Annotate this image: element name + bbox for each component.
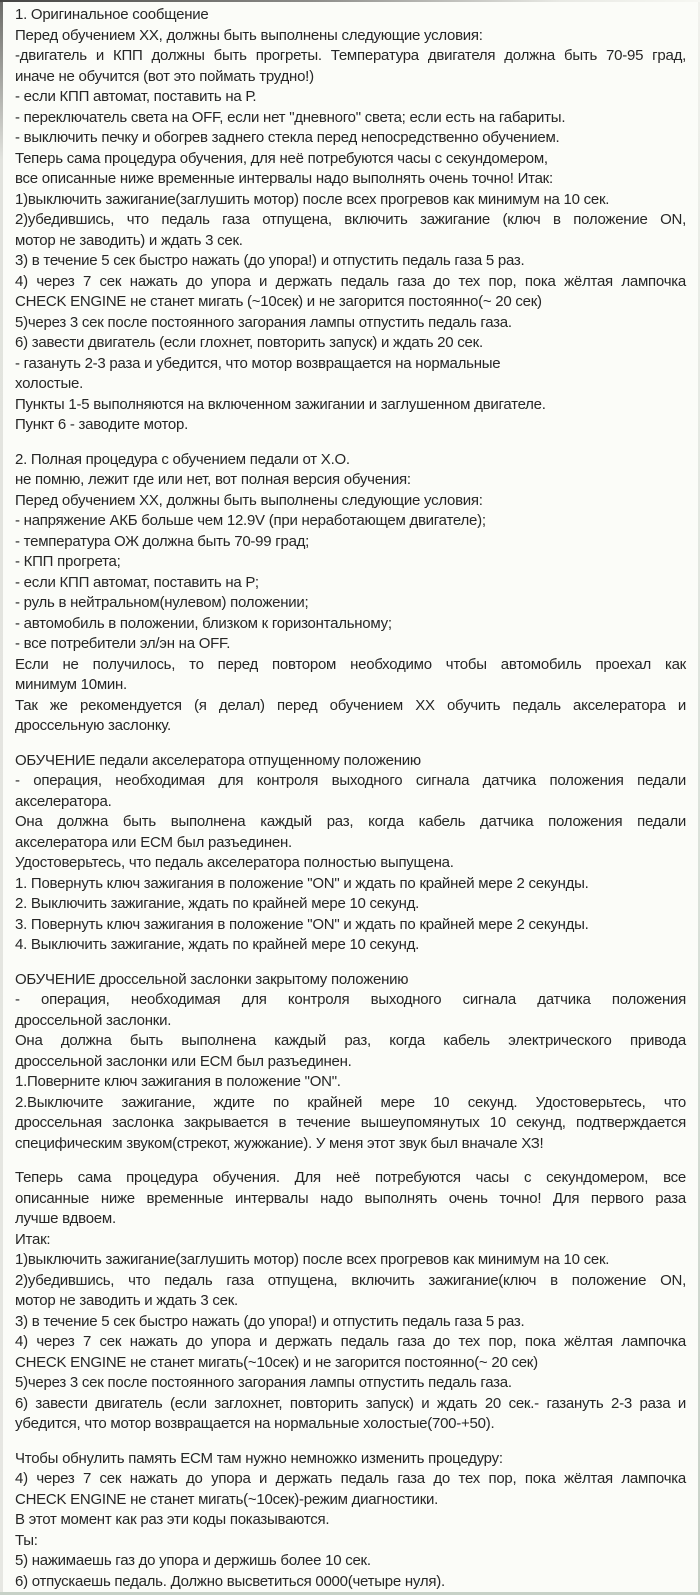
text-line: ОБУЧЕНИЕ педали акселератора отпущенному положению — [15, 751, 421, 769]
text-line: акселератора или ECM был разъединен. — [15, 833, 292, 851]
text-line: мотор не заводить) и ждать 3 сек. — [15, 231, 243, 249]
text-line: CHECK ENGINE не станет мигать (~10сек) и не загорится постоянно(~ 20 сек) — [15, 293, 542, 310]
text-line: CHECK ENGINE не станет мигать(~10сек) и не загорится постоянно(~ 20 сек) — [15, 1353, 538, 1371]
text-line: дроссельную заслонку. — [15, 717, 171, 734]
text-line: минимум 10мин. — [15, 676, 127, 693]
text-line: Ты: — [15, 1531, 38, 1549]
text-line: 2. Выключить зажигание, ждать по крайней мере 10 секунд. — [15, 895, 420, 912]
text-line: 5)через 3 сек после постоянного загорания лампы отпустить педаль газа. — [15, 313, 512, 331]
text-line: убедится, что мотор возвращается на нормальные холостые(700-+50). — [15, 1415, 495, 1432]
text-line: - КПП прогрета; — [15, 553, 121, 570]
section-ecm-memory-reset — [15, 1449, 686, 1593]
text-line: В этот момент как раз эти коды показываются. — [15, 1511, 330, 1528]
text-line: 1. Повернуть ключ зажигания в положение "ON" и ждать по крайней мере 2 секунды. — [15, 874, 589, 892]
text-line: Она должна быть выполнена каждый раз, когда кабель электрического привода — [15, 1032, 686, 1049]
text-line: - если КПП автомат, поставить на Р. — [15, 88, 257, 105]
text-line: 2)убедившись, что педаль газа отпущена, включить зажигание (ключ в положение ON, — [15, 211, 686, 228]
section-full-procedure — [15, 450, 686, 737]
text-line: Так же рекомендуется (я делал) перед обучением ХХ обучить педаль акселератора и — [15, 696, 686, 714]
text-line: - выключить печку и обогрев заднего стекла перед непосредственно обучением. — [15, 129, 560, 146]
text-line: дроссельной заслонки. — [15, 1011, 172, 1029]
text-line: Перед обучением ХХ, должны быть выполнены следующие условия: — [15, 491, 483, 509]
text-line: 6) завести двигатель (если заглохнет, повторить запуск) и ждать 20 сек.- газануть 2-3 раза и — [15, 1394, 686, 1412]
text-line: 1. Оригинальное сообщение — [15, 6, 209, 23]
text-line: все описанные ниже временные интервалы надо выполнять очень точно! Итак: — [15, 170, 553, 187]
text-line: Перед обучением ХХ, должны быть выполнены следующие условия: — [15, 26, 483, 44]
text-line: специфическим звуком(стрекот, жужжание). У меня этот звук был вначале ХЗ! — [15, 1134, 544, 1152]
page-edge-top — [0, 0, 700, 2]
text-line: - автомобиль в положении, близком к горизонтальному; — [15, 614, 392, 632]
text-line: Чтобы обнулить память ECM там нужно немножко изменить процедуру: — [15, 1449, 503, 1467]
text-line: - переключатель света на OFF, если нет "дневного" света; если есть на габариты. — [15, 108, 566, 126]
section-throttle-valve-training — [15, 970, 686, 1155]
text-line: 3) в течение 5 сек быстро нажать (до упора!) и отпустить педаль газа 5 раз. — [15, 1312, 525, 1330]
text-line: 2. Полная процедура с обучением педали от Х.О. — [15, 450, 350, 468]
text-line: - если КПП автомат, поставить на Р; — [15, 573, 259, 591]
text-line: Она должна быть выполнена каждый раз, когда кабель датчика положения педали — [15, 813, 686, 830]
section-accelerator-pedal-training — [15, 751, 686, 956]
text-line: 2)убедившись, что педаль газа отпущена, включить зажигание(ключ в положение ON, — [15, 1271, 686, 1289]
text-line: дроссельной заслонки или ECM был разъединен. — [15, 1052, 352, 1070]
text-line: 4) через 7 сек нажать до упора и держать педаль газа до тех пор, пока жёлтая лампочка — [15, 272, 686, 290]
section-original-message — [15, 5, 686, 436]
text-line: 6) отпускаешь педаль. Должно высветиться 0000(четыре нуля). — [15, 1572, 445, 1590]
text-line: Пункты 1-5 выполняются на включенном зажигании и заглушенном двигателе. — [15, 395, 546, 413]
text-line: 4. Выключить зажигание, ждать по крайней мере 10 секунд. — [15, 936, 420, 953]
text-line: 3. Повернуть ключ зажигания в положение "ON" и ждать по крайней мере 2 секунды. — [15, 915, 589, 933]
text-line: лучше вдвоем. — [15, 1210, 116, 1227]
text-line: - все потребители эл/эн на OFF. — [15, 635, 231, 652]
text-line: 3) в течение 5 сек быстро нажать (до упора!) и отпустить педаль газа 5 раз. — [15, 252, 525, 269]
text-line: холостые. — [15, 375, 84, 392]
text-line: иначе не обучится (вот это поймать трудно!) — [15, 67, 314, 85]
text-line: Теперь сама процедура обучения, для неё потребуются часы с секундомером, — [15, 149, 548, 167]
text-line: - операция, необходимая для контроля выходного сигнала датчика положения педали — [15, 772, 686, 789]
text-line: Теперь сама процедура обучения. Для неё потребуются часы с секундомером, все — [15, 1169, 686, 1186]
text-line: описанные ниже временные интервалы надо выполнять очень точно! Для первого раза — [15, 1189, 686, 1207]
text-line: 6) завести двигатель (если глохнет, повторить запуск) и ждать 20 сек. — [15, 334, 483, 351]
text-line: 2.Выключите зажигание, ждите по крайней мере 10 секунд. Удостоверьтесь, что — [15, 1093, 686, 1111]
text-line: 1)выключить зажигание(заглушить мотор) после всех прогревов как минимум на 10 сек. — [15, 1251, 610, 1268]
text-line: мотор не заводить и ждать 3 сек. — [15, 1292, 238, 1309]
text-line: акселератора. — [15, 792, 112, 810]
text-line: 5) нажимаешь газ до упора и держишь более 10 сек. — [15, 1552, 371, 1569]
text-line: -двигатель и КПП должны быть прогреты. Температура двигателя должна быть 70-95 град, — [15, 47, 686, 64]
text-line: - руль в нейтральном(нулевом) положении; — [15, 594, 309, 611]
text-line: - температура ОЖ должна быть 70-99 град; — [15, 532, 310, 550]
text-line: - напряжение АКБ больше чем 12.9V (при неработающем двигателе); — [15, 512, 486, 529]
text-line: 1)выключить зажигание(заглушить мотор) после всех прогревов как минимум на 10 сек. — [15, 190, 610, 208]
text-line: ОБУЧЕНИЕ дроссельной заслонки закрытому положению — [15, 970, 409, 988]
section-idle-training-procedure — [15, 1168, 686, 1435]
text-line: Пункт 6 - заводите мотор. — [15, 416, 189, 433]
text-line: Итак: — [15, 1230, 51, 1248]
page-edge-left — [0, 0, 3, 1595]
text-line: - газануть 2-3 раза и убедится, что мотор возвращается на нормальные — [15, 354, 501, 372]
text-line: 5)через 3 сек после постоянного загорания лампы отпустить педаль газа. — [15, 1374, 512, 1391]
text-line: дроссельная заслонка закрывается в течение вышеупомянутых 10 секунд, подтверждается — [15, 1114, 686, 1131]
text-line: Если не получилось, то перед повтором необходимо чтобы автомобиль проехал как — [15, 655, 686, 673]
text-line: Удостоверьтесь, что педаль акселератора полностью выпущена. — [15, 854, 454, 871]
text-line: - операция, необходимая для контроля выходного сигнала датчика положения — [15, 991, 686, 1008]
text-line: 4) через 7 сек нажать до упора и держать педаль газа до тех пор, пока жёлтая лампочка — [15, 1470, 686, 1487]
text-line: 4) через 7 сек нажать до упора и держать педаль газа до тех пор, пока жёлтая лампочка — [15, 1333, 686, 1350]
text-line: CHECK ENGINE не станет мигать(~10сек)-режим диагностики. — [15, 1490, 439, 1508]
text-line: 1.Поверните ключ зажигания в положение "ON". — [15, 1073, 341, 1090]
text-line: не помню, лежит где или нет, вот полная версия обучения: — [15, 471, 411, 488]
